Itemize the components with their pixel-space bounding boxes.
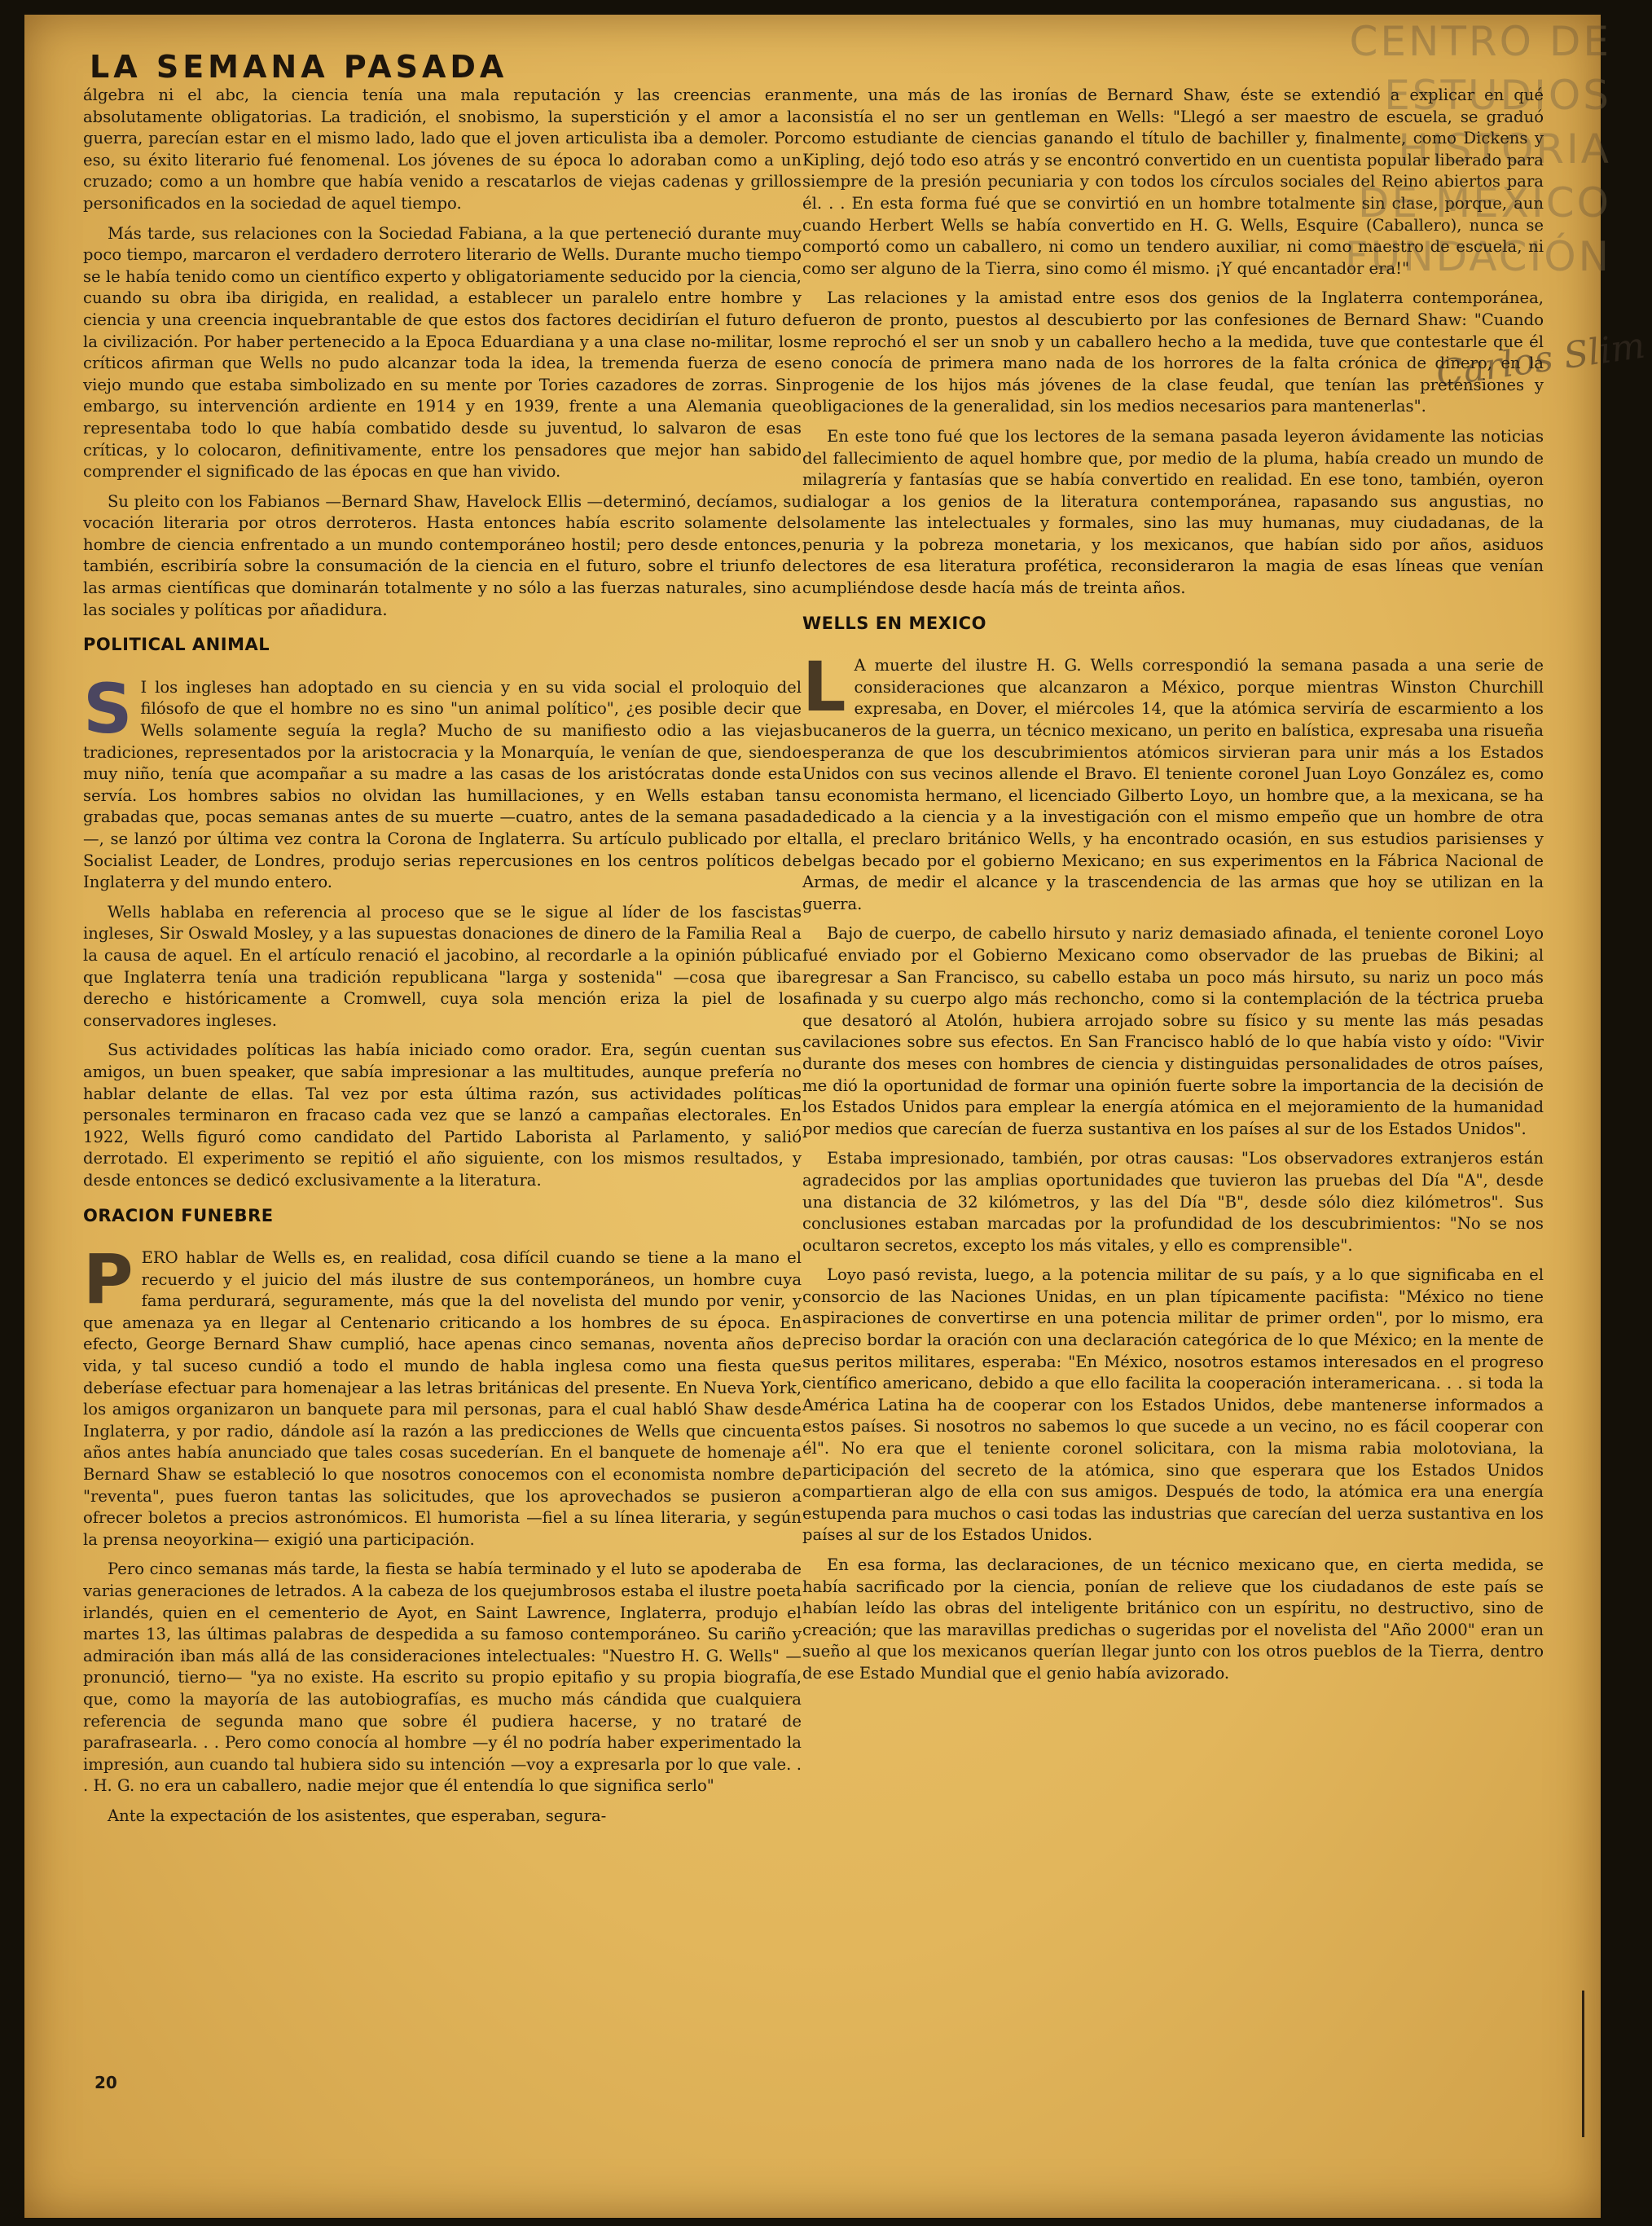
stamp-line: DE MEXICO — [1358, 179, 1611, 227]
magazine-page — [24, 15, 1648, 2218]
section-heading: POLITICAL ANIMAL — [83, 635, 270, 655]
right-column — [802, 85, 1544, 1693]
drop-cap: L — [802, 647, 846, 728]
column-rule — [1582, 1991, 1584, 2137]
paragraph — [83, 1239, 802, 1551]
paragraph: álgebra ni el abc, la ciencia tenía una mala reputación y las creencias eran absolutamente obligatorias. La tradición, el snobismo, la superstición y el amor a la guerra, parecían estar en el mismo lado, lado que el joven articulista iba a demoler. Por eso, su éxito literario fué fenomenal. Los jóvenes de su época lo adoraban como a un cruzado; como a un hombre que había venido a rescatarlos de viejas cadenas y grillos personificados en la sociedad de aquel tiempo. — [83, 86, 802, 213]
drop-cap: S — [83, 668, 133, 749]
stamp-line: ESTUDIOS — [1384, 72, 1611, 119]
paragraph: Su pleito con los Fabianos —Bernard Shaw, Havelock Ellis —determinó, decíamos, su vocación literaria por otros derroteros. Hasta entonces había escrito solamente del hombre de ciencia enfrentado a un mundo contemporáneo hostil; pero desde entonces, también, escribiría sobre la consumación de la ciencia en el futuro, sobre el triunfo de las armas científicas que dominarán totalmente y no sólo a las fuerzas naturales, sino a las sociales y políticas por añadidura. — [83, 491, 802, 619]
paragraph-text: I los ingleses han adoptado en su ciencia y en su vida social el proloquio del filósofo de que el hombre no es sino "un animal político", ¿es posible decir que Wells solamente seguía la regla? Mucho de su manifiesto odio a las viejas tradiciones, representados por la aristocracia y la Monarquía, le venían de que, siendo muy niño, tenía que acompañar a su madre a las casas de los aristócratas donde esta servía. Los hombres sabios no olvidan las humillaciones, y en Wells estaban tan grabadas que, pocas semanas antes de su muerte —cuatro, antes de la semana pasada—, se lanzó por última vez contra la Corona de Inglaterra. Su artículo publicado por el Socialist Leader, de Londres, produjo serias repercusiones en los centros políticos de Inglaterra y del mundo entero. — [83, 677, 802, 892]
stamp-line: CENTRO DE — [1349, 18, 1611, 65]
section-heading: WELLS EN MEXICO — [802, 613, 986, 633]
stamp-line: HISTORIA — [1398, 125, 1611, 173]
paragraph: Sus actividades políticas las había iniciado como orador. Era, según cuentan sus amigos, un buen speaker, que sabía impresionar a las multitudes, aunque prefería no hablar delante de ellas. Tal vez por esta última razón, sus actividades políticas personales terminaron en fracaso cada vez que se lanzó a campañas electorales. En 1922, Wells figuró como candidato del Partido Laborista al Parlamento, y salió derrotado. El experimento se repitió el año siguiente, con los mismos resultados, y desde entonces se dedicó exclusivamente a la literatura. — [83, 1040, 802, 1190]
section-heading: ORACION FUNEBRE — [83, 1205, 274, 1225]
paragraph — [83, 668, 802, 894]
page-title: LA SEMANA PASADA — [90, 49, 508, 85]
paragraph: Loyo pasó revista, luego, a la potencia militar de su país, y a lo que significaba en el consorcio de las Naciones Unidas, en un plan típicamente pacifista: "México no tiene aspiraciones de convertirse en una potencia militar de primer orden", por lo mismo, era preciso bordar la oración con una declaración categórica de lo que México; en la mente de sus peritos militares, esperaba: "En México, nosotros estamos interesados en el progreso científico americano, debido a que ello facilita la cooperación interamericana. . . si toda la América Latina ha de cooperar con los Estados Unidos, debe mantenerse informados a estos países. Si nosotros no sabemos lo que sucede a un vecino, no es fácil cooperar con él". No era que el teniente coronel solicitara, con la misma rabia molotoviana, la participación del secreto de la atómica, sino que esperara que los Estados Unidos compartieran algo de ella con sus amigos. Después de todo, la atómica era una energía estupenda para muchos o casi todas las industrias que carecían del uerza sustantiva en los países al sur de los Estados Unidos. — [802, 1265, 1544, 1545]
page-number: 20 — [94, 2073, 117, 2092]
paragraph — [802, 647, 1544, 915]
paragraph: mente, una más de las ironías de Bernard Shaw, éste se extendió a explicar en qué consistía el no ser un gentleman en Wells: "Llegó a ser maestro de escuela, se graduó como estudiante de ciencias ganando el título de bachiller y, finalmente, como Dickens y Kipling, dejó todo eso atrás y se encontró convertido en un cuentista popular liberado para siempre de la presión pecuniaria y con todos los círculos sociales del Reino abiertos para él. . . En esta forma fué que se convirtió en un hombre totalmente sin clase, porque, aun cuando Herbert Wells se había convertido en H. G. Wells, Esquire (Caballero), nunca se comportó como un caballero, ni como un tendero auxiliar, ni como maestro de escuela, ni como ser alguno de la Tierra, sino como él mismo. ¡Y qué encantador era!" — [802, 86, 1544, 278]
paragraph: Ante la expectación de los asistentes, que esperaban, segura- — [108, 1806, 607, 1825]
paragraph: Wells hablaba en referencia al proceso que se le sigue al líder de los fascistas ingleses, Sir Oswald Mosley, y a las supuestas donaciones de dinero de la Familia Real a la causa de aquel. En el artículo renació el jacobino, al recordarle a la opinión pública que Inglaterra tenía una tradición republicana "larga y sostenida" —cosa que iba derecho e históricamente a Cromwell, cuya sola mención eriza la piel de los conservadores ingleses. — [83, 902, 802, 1030]
left-column — [83, 85, 802, 1836]
paragraph: Pero cinco semanas más tarde, la fiesta se había terminado y el luto se apoderaba de varias generaciones de letrados. A la cabeza de los quejumbrosos estaba el ilustre poeta irlandés, quien en el cementerio de Ayot, en Saint Lawrence, Inglaterra, produjo el martes 13, las últimas palabras de despedida a su famoso contemporáneo. Su cariño y admiración iban más allá de las consideraciones intelectuales: "Nuestro H. G. Wells" —pronunció, tierno— "ya no existe. Ha escrito su propio epitafio y su propia biografía, que, como la mayoría de las autobiografías, es mucho más cándida que cualquiera referencia de segunda mano que sobre él pudiera hacerse, y no trataré de parafrasearla. . . Pero como conocía al hombre —y él no podría haber experimentado la impresión, aun cuando tal hubiera sido su intención —voy a expresarla por lo que vale. . . H. G. no era un caballero, nadie mejor que él entendía lo que significa serlo" — [83, 1560, 802, 1796]
paragraph-text: ERO hablar de Wells es, en realidad, cosa difícil cuando se tiene a la mano el recuerdo y el juicio del más ilustre de sus contemporáneos, un hombre cuya fama perdurará, seguramente, más que la del novelista del mundo por venir, y que amenaza ya en llegar al Centenario criticando a los hombres de su época. En efecto, George Bernard Shaw cumplió, hace apenas cinco semanas, noventa años de vida, y tal suceso cundió a todo el mundo de habla inglesa como una fiesta que deberíase efectuar para homenajear a las letras británicas del presente. En Nueva York, los amigos organizaron un banquete para mil personas, para el cual habló Shaw desde Inglaterra, y por radio, dándole así la razón a las predicciones de Wells que cincuenta años antes había anunciado que tales cosas sucederían. En el banquete de homenaje a Bernard Shaw se estableció lo que nosotros conocemos con el economista nombre de "reventa", pues fueron tantas las solicitudes, que los aprovechados se pusieron a ofrecer boletos a precios astronómicos. El humorista —fiel a su línea literaria, y según la prensa neoyorkina— exigió una participación. — [83, 1248, 802, 1549]
drop-cap: P — [83, 1239, 134, 1320]
paragraph: Estaba impresionado, también, por otras causas: "Los observadores extranjeros están agradecidos por las amplias oportunidades que tuvieron las pruebas del Día "A", desde una distancia de 32 kilómetros, y las del Día "B", desde sólo diez kilómetros". Sus conclusiones estaban marcadas por la profundidad de los descubrimientos: "No se nos ocultaron secretos, excepto los más vitales, y ello es comprensible". — [802, 1149, 1544, 1255]
paragraph: Las relaciones y la amistad entre esos dos genios de la Inglaterra contemporánea, fueron de pronto, puestos al descubierto por las confesiones de Bernard Shaw: "Cuando me reprochó el ser un snob y un caballero hecho a la medida, tuve que contestarle que él no conocía de primera mano nada de los horrores de la falta crónica de dinero, en la progenie de los hijos más jóvenes de la clase feudal, que tenían las pretensiones y obligaciones de la generalidad, sin los medios necesarios para mantenerlas". — [802, 288, 1544, 416]
paragraph: Bajo de cuerpo, de cabello hirsuto y nariz demasiado afinada, el teniente coronel Loyo fué enviado por el Gobierno Mexicano como observador de las pruebas de Bikini; al regresar a San Francisco, su cabello estaba un poco más hirsuto, su nariz un poco más afinada y su cuerpo algo más rechoncho, como si la contemplación de la téctrica prueba que desatoró al Atolón, hubiera arrojado sobre su físico y su mente las más pesadas cavilaciones sobre sus efectos. En San Francisco habló de lo que había visto y oído: "Vivir durante dos meses con hombres de ciencia y distinguidas personalidades de otros países, me dió la oportunidad de formar una opinión fuerte sobre la importancia de la decisión de los Estados Unidos para emplear la energía atómica en el mejoramiento de la humanidad por medios que carecían de fuerza sustantiva en los países al sur de los Estados Unidos". — [802, 924, 1544, 1138]
paragraph-text: A muerte del ilustre H. G. Wells correspondió la semana pasada a una serie de consideraciones que alcanzaron a México, porque mientras Winston Churchill expresaba, en Dover, el miércoles 14, que la atómica serviría de escarmiento a los bucaneros de la guerra, un técnico mexicano, un perito en balística, expresaba una risueña esperanza de que los descubrimientos atómicos sirvieran para unir más a los Estados Unidos con sus vecinos allende el Bravo. El teniente coronel Juan Loyo González es, como su economista hermano, el licenciado Gilberto Loyo, un hombre que, a la mexicana, se ha dedicado a la ciencia y a la investigación con el mismo empeño que un hombre de otra talla, el preclaro británico Wells, y ha encontrado ocasión, en sus estudios parisienses y belgas becado por el gobierno Mexicano; en sus experimentos en la Fábrica Nacional de Armas, de medir el alcance y la trascendencia de las armas que hoy se utilizan en la guerra. — [802, 656, 1544, 913]
paragraph: En esa forma, las declaraciones, de un técnico mexicano que, en cierta medida, se había sacrificado por la ciencia, ponían de relieve que los ciudadanos de este país se habían leído las obras del inteligente británico con un espíritu, no destructivo, sino de creación; que las maravillas predichas o sugeridas por el novelista del "Año 2000" eran un sueño al que los mexicanos querían llegar junto con los otros pueblos de la Tierra, dentro de ese Estado Mundial que el genio había avizorado. — [802, 1555, 1544, 1683]
stamp-line: FUNDACIÓN — [1344, 233, 1611, 280]
paragraph: Más tarde, sus relaciones con la Sociedad Fabiana, a la que perteneció durante muy poco tiempo, marcaron el verdadero derrotero literario de Wells. Durante mucho tiempo se le había tenido como un científico experto y obligatoriamente seducido por la ciencia, cuando su obra iba dirigida, en realidad, a establecer un paralelo entre hombre y ciencia y una creencia inquebrantable de que estos dos factores decidirían el futuro de la civilización. Por haber pertenecido a la Epoca Eduardiana y a una clase no-militar, los críticos afirman que Wells no pudo alcanzar toda la idea, la tremenda fuerza de ese viejo mundo que estaba simbolizado en su mente por Tories cazadores de zorras. Sin embargo, su intervención ardiente en 1914 y en 1939, frente a una Alemania que representaba todo lo que había combatido desde su juventud, lo salvaron de esas críticas, y lo colocaron, definitivamente, entre los pensadores que mejor han sabido comprender el significado de las épocas en que han vivido. — [83, 223, 802, 482]
paragraph: En este tono fué que los lectores de la semana pasada leyeron ávidamente las noticias del fallecimiento de aquel hombre que, por medio de la pluma, había creado un mundo de milagrería y fantasías que se había convertido en realidad. En ese tono, también, oyeron dialogar a los genios de la literatura contemporánea, rapasando sus angustias, no solamente las intelectuales y formales, sino las muy humanas, muy ciudadanas, de la penuria y la pobreza monetaria, y los mexicanos, que habían sido por años, asiduos lectores de esa literatura profética, reconsideraron la magia de esas líneas que venían cumpliéndose desde hacía más de treinta años. — [802, 426, 1544, 598]
handwritten-signature: Carlos Slim — [1433, 324, 1648, 395]
